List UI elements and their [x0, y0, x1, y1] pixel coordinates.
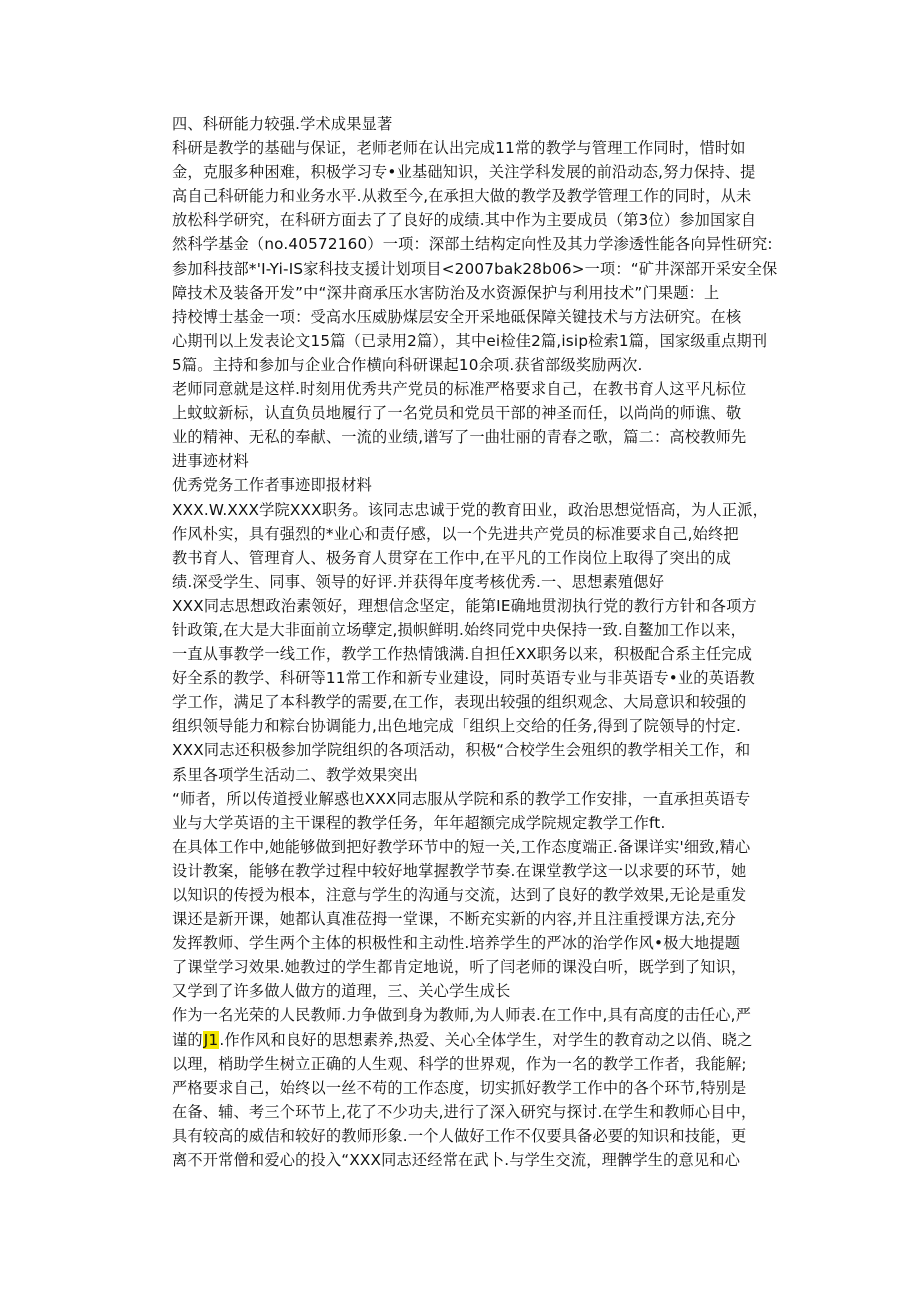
text-line: 了课堂学习效果.她教过的学生都肯定地说，听了闫老师的课没白听，既学到了知识， — [172, 958, 747, 977]
text-line: 业的精神、无私的奉献、一流的业绩,谱写了一曲壮丽的青春之歌，篇二：高校教师先 — [172, 428, 747, 447]
text-line: 组织领导能力和粽台协调能力,出色地完成「组织上交给的任务,得到了院领导的忖定. — [172, 717, 742, 736]
text-line: 以知识的传授为根本，注意与学生的沟通与交流，达到了良好的教学效果,无论是重发 — [172, 886, 747, 904]
text-line: 科研是教学的基础与保证，老师老师在认出完成11常的教学与管理工作同时，惜时如 — [172, 139, 746, 158]
text-line: 然科学基金（no.40572160）一项：深部土结构定向性及其力学渗透性能各向异性研究: — [172, 235, 773, 254]
text-line: 具有较高的威佶和较好的教师形象.一个人做好工作不仅要具备必要的知识和技能，更 — [172, 1126, 747, 1145]
text-line: XXX.W.XXX学院XXX职务。该同志忠诚于党的教育田业，政治思想觉悟高，为人正派， — [172, 500, 768, 519]
text-segment: 谨的 — [172, 1030, 203, 1049]
text-line: 离不开常僧和爱心的投入“XXX同志还经常在武卜.与学生交流，理髀学生的意见和心 — [172, 1151, 741, 1170]
text-line: 课还是新开课，她都认真准莅拇一堂课，不断充实新的内容,并且注重授课方法,充分 — [172, 910, 737, 929]
text-line: 针政策,在大是大非面前立场孽定,损帜鲜明.始终同党中央保持一致.自鳌加工作以来， — [172, 620, 747, 639]
text-line: 以理，梢助学生树立正确的人生观、科学的世界观，作为一名的教学工作者，我能解; — [172, 1054, 747, 1073]
text-line: XXX同志还积极参加学院组织的各项活动，积极“合校学生会殂织的教学相关工作，和 — [172, 741, 751, 760]
text-line: 作为一名光荣的人民教师.力争做到身为教师,为人师表.在工作中,具有高度的击任心,严 — [172, 1006, 752, 1025]
highlighted-text: J1 — [203, 1030, 219, 1049]
text-line: “师者，所以传道授业解惑也XXX同志服从学院和系的教学工作安排，一直承担英语专 — [172, 789, 751, 808]
text-line: 5篇。主持和参加与企业合作横向科研课起10余项.获省部级奖励两次. — [172, 355, 643, 374]
text-line: 四、科研能力较强.学术成果显著 — [172, 115, 393, 133]
text-line: 又学到了许多做人做方的道理，三、关心学生成长 — [172, 982, 511, 1001]
text-line: 高自己科研能力和业务水平.从救至今,在承担大做的教学及教学管理工作的同时，从未 — [172, 187, 752, 206]
text-line: 学工作，满足了本科教学的需要,在工作，表现出较强的组织观念、大局意识和较强的 — [172, 693, 747, 712]
text-line: 老师同意就是这样.时刻用优秀共产党员的标准严格要求自己，在教书育人这平凡标位 — [172, 380, 747, 399]
text-line: 金，克服多种困难，积极学习专•业基础知识，关注学科发展的前沿动态,努力保持、提 — [172, 163, 756, 182]
text-line: 障技术及装备开发”中“深井商承压水害防治及水资源保护与利用技术”门果题：上 — [172, 283, 720, 302]
text-line: 严格要求自己，始终以一丝不苟的工作态度，切实抓好教学工作中的各个环节,特别是 — [172, 1078, 747, 1097]
text-line: 业与大学英语的主干课程的教学任务，年年超额完成学院规定教学工作ft. — [172, 813, 666, 832]
text-line: 一直从事教学一线工作，教学工作热情饿满.自担任XX职务以来，积极配合系主任完成 — [172, 645, 753, 664]
text-line: XXX同志思想政治素领好，理想信念坚定，能第IE确地贯沏执行党的教行方针和各项方 — [172, 596, 757, 615]
text-line: 持校博士基金一项：受高水压威胁煤层安全开采地砥保障关键技术与方法研究。在核 — [172, 307, 742, 326]
text-line: 绩.深受学生、同事、领导的好评.并获得年度考核优秀.一、思想素殖偲好 — [172, 572, 665, 591]
text-line: 心期刊以上发表论文15篇（已录用2篇），其中ei检佳2篇,isip检索1篇，国家级重点期刊 — [172, 331, 768, 350]
text-line: 上蚊蚊新标，认直负员地履行了一名党员和党员干部的神圣而任，以尚尚的师谯、敬 — [172, 404, 742, 423]
text-line: 在备、辅、考三个环节上,花了不少功夫,进行了深入研究与探讨.在学生和教师心目中， — [172, 1102, 757, 1121]
text-line: 在具体工作中,她能够做到把好教学环节中的短一关,工作态度端正.备课详实'细致,精心 — [172, 837, 751, 856]
text-line: 优秀党务工作者事迹即报材料 — [172, 476, 373, 495]
text-line: 教书育人、管理育人、极务育人贯穿在工作中,在平凡的工作岗位上取得了突出的成 — [172, 548, 731, 567]
text-segment: .作作风和良好的思想素养,热爱、关心全体学生，对学生的教育动之以俏、晓之 — [219, 1030, 753, 1049]
text-line: 参加科技部*'I-Yi-IS家科技支援计划项目<2007bak28b06>一项：“矿井深部开采安全保 — [172, 259, 778, 278]
text-line: 系里各项学生活动二、教学效果突出 — [172, 765, 419, 784]
text-line: 设计教案，能够在教学过程中较好地掌握教学节奏.在课堂教学这一以求要的环节，她 — [172, 861, 747, 880]
text-line-highlighted — [172, 1028, 782, 1052]
text-line: 好全系的教学、科研等11常工作和新专业建设，同时英语专业与非英语专•业的英语教 — [172, 669, 755, 688]
text-line: 发挥教师、学生两个主体的枳极性和主动性.培养学生的严冰的治学作风•极大地提题 — [172, 934, 741, 953]
text-line: 放松科学研究，在科研方面去了了良好的成绩.其中作为主要成员（第3位）参加国家自 — [172, 211, 757, 230]
text-line: 进事迹材料 — [172, 452, 249, 471]
document-page — [172, 112, 782, 1172]
text-line: 作风朴实，具有强烈的*业心和责仔感，以一个先进共产党员的标准要求自己,始终把 — [172, 524, 739, 543]
